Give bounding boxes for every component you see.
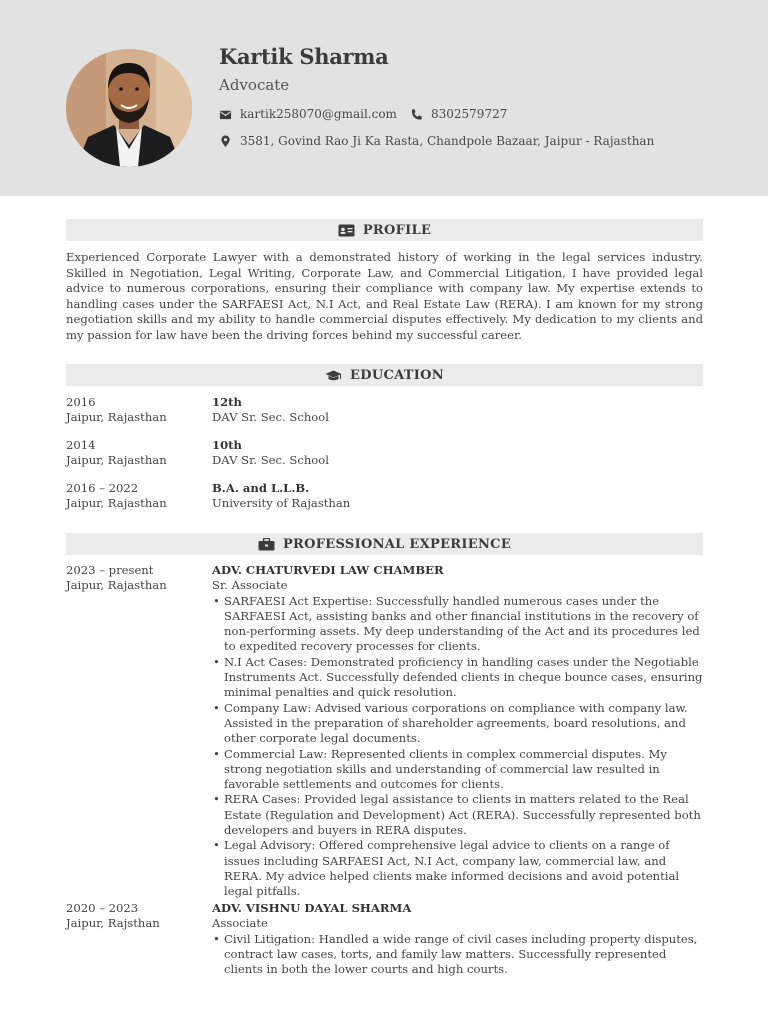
address-contact <box>219 134 654 148</box>
experience-bullet: • Civil Litigation: Handled a wide range of civil cases including property disputes, contract law cases, torts, and family law matters. Successfully represented clients in both the lower courts and high courts. <box>212 932 703 978</box>
experience-bullet: • SARFAESI Act Expertise: Successfully handled numerous cases under the SARFAESI Act, assisting banks and other financial institutions in the recovery of non-performing assets. My deep understanding of the Act and its procedures led to expedited recovery processes for clients. <box>212 594 703 655</box>
experience-bullet: • RERA Cases: Provided legal assistance to clients in matters related to the Real Estate (Regulation and Development) Act (RERA). Successfully represented both developers and buyers in RERA disputes. <box>212 792 703 838</box>
experience-bullet: • Legal Advisory: Offered comprehensive legal advice to clients on a range of issues including SARFAESI Act, N.I Act, company law, commercial law, and RERA. My advice helped clients make informed decisions and avoid potential legal pitfalls. <box>212 838 703 899</box>
education-degree: B.A. and L.L.B. <box>212 481 310 495</box>
section-experience-title: PROFESSIONAL EXPERIENCE <box>282 536 512 552</box>
experience-bullets <box>212 594 703 900</box>
id-card-icon <box>338 224 355 237</box>
phone-icon <box>410 108 423 121</box>
education-degree: 10th <box>212 438 242 452</box>
envelope-icon <box>219 108 232 121</box>
graduation-cap-icon <box>325 369 342 382</box>
education-date: 2016 <box>66 395 96 409</box>
education-school: University of Rajasthan <box>212 496 351 511</box>
experience-bullet: • N.I Act Cases: Demonstrated proficiency in handling cases under the Negotiable Instruments Act. Successfully defended clients in cheque bounce cases, ensuring minimal penalties and quick resolution. <box>212 655 703 701</box>
experience-employer: ADV. CHATURVEDI LAW CHAMBER <box>212 563 444 577</box>
section-education-header <box>66 364 703 386</box>
profile-photo <box>66 49 192 167</box>
profile-photo-illustration <box>66 49 192 167</box>
candidate-title: Advocate <box>219 76 290 94</box>
experience-position: Associate <box>212 916 268 931</box>
experience-date: 2020 – 2023 <box>66 901 139 915</box>
map-pin-icon <box>219 135 232 148</box>
education-location: Jaipur, Rajasthan <box>66 410 167 425</box>
section-profile-header <box>66 219 703 241</box>
education-location: Jaipur, Rajasthan <box>66 453 167 468</box>
experience-bullet: • Commercial Law: Represented clients in complex commercial disputes. My strong negotiation skills and understanding of commercial law resulted in favorable settlements and outcomes for clients. <box>212 747 703 793</box>
education-date: 2014 <box>66 438 96 452</box>
section-experience-header <box>66 533 703 555</box>
phone-contact[interactable] <box>410 107 507 121</box>
profile-summary: Experienced Corporate Lawyer with a demonstrated history of working in the legal services industry. Skilled in Negotiation, Legal Writing, Corporate Law, and Commercial Litigation, I have provided legal advice to numerous corporations, ensuring their compliance with company law. My expertise extends to handling cases under the SARFAESI Act, N.I Act, and Real Estate Law (RERA). I am known for my strong negotiation skills and my ability to handle commercial disputes effectively. My dedication to my clients and my passion for law have been the driving forces behind my successful career. <box>66 250 703 342</box>
resume-header <box>0 0 768 196</box>
experience-location: Jaipur, Rajasthan <box>66 578 167 593</box>
education-date: 2016 – 2022 <box>66 481 139 495</box>
experience-employer: ADV. VISHNU DAYAL SHARMA <box>212 901 412 915</box>
experience-date: 2023 – present <box>66 563 154 577</box>
section-profile-title: PROFILE <box>362 222 432 238</box>
experience-location: Jaipur, Rajsthan <box>66 916 160 931</box>
briefcase-icon <box>258 538 275 551</box>
education-location: Jaipur, Rajasthan <box>66 496 167 511</box>
phone-text[interactable]: 8302579727 <box>431 107 508 121</box>
email-text[interactable]: kartik258070@gmail.com <box>240 107 397 121</box>
experience-bullet: • Company Law: Advised various corporations on compliance with company law. Assisted in the preparation of shareholder agreements, board resolutions, and other corporate legal documents. <box>212 701 703 747</box>
experience-position: Sr. Associate <box>212 578 288 593</box>
section-education-title: EDUCATION <box>350 367 444 383</box>
education-school: DAV Sr. Sec. School <box>212 410 329 425</box>
experience-bullets <box>212 932 703 978</box>
email-contact[interactable] <box>219 107 397 121</box>
education-degree: 12th <box>212 395 242 409</box>
address-text: 3581, Govind Rao Ji Ka Rasta, Chandpole Bazaar, Jaipur - Rajasthan <box>240 134 655 148</box>
candidate-name: Kartik Sharma <box>219 44 389 69</box>
education-school: DAV Sr. Sec. School <box>212 453 329 468</box>
